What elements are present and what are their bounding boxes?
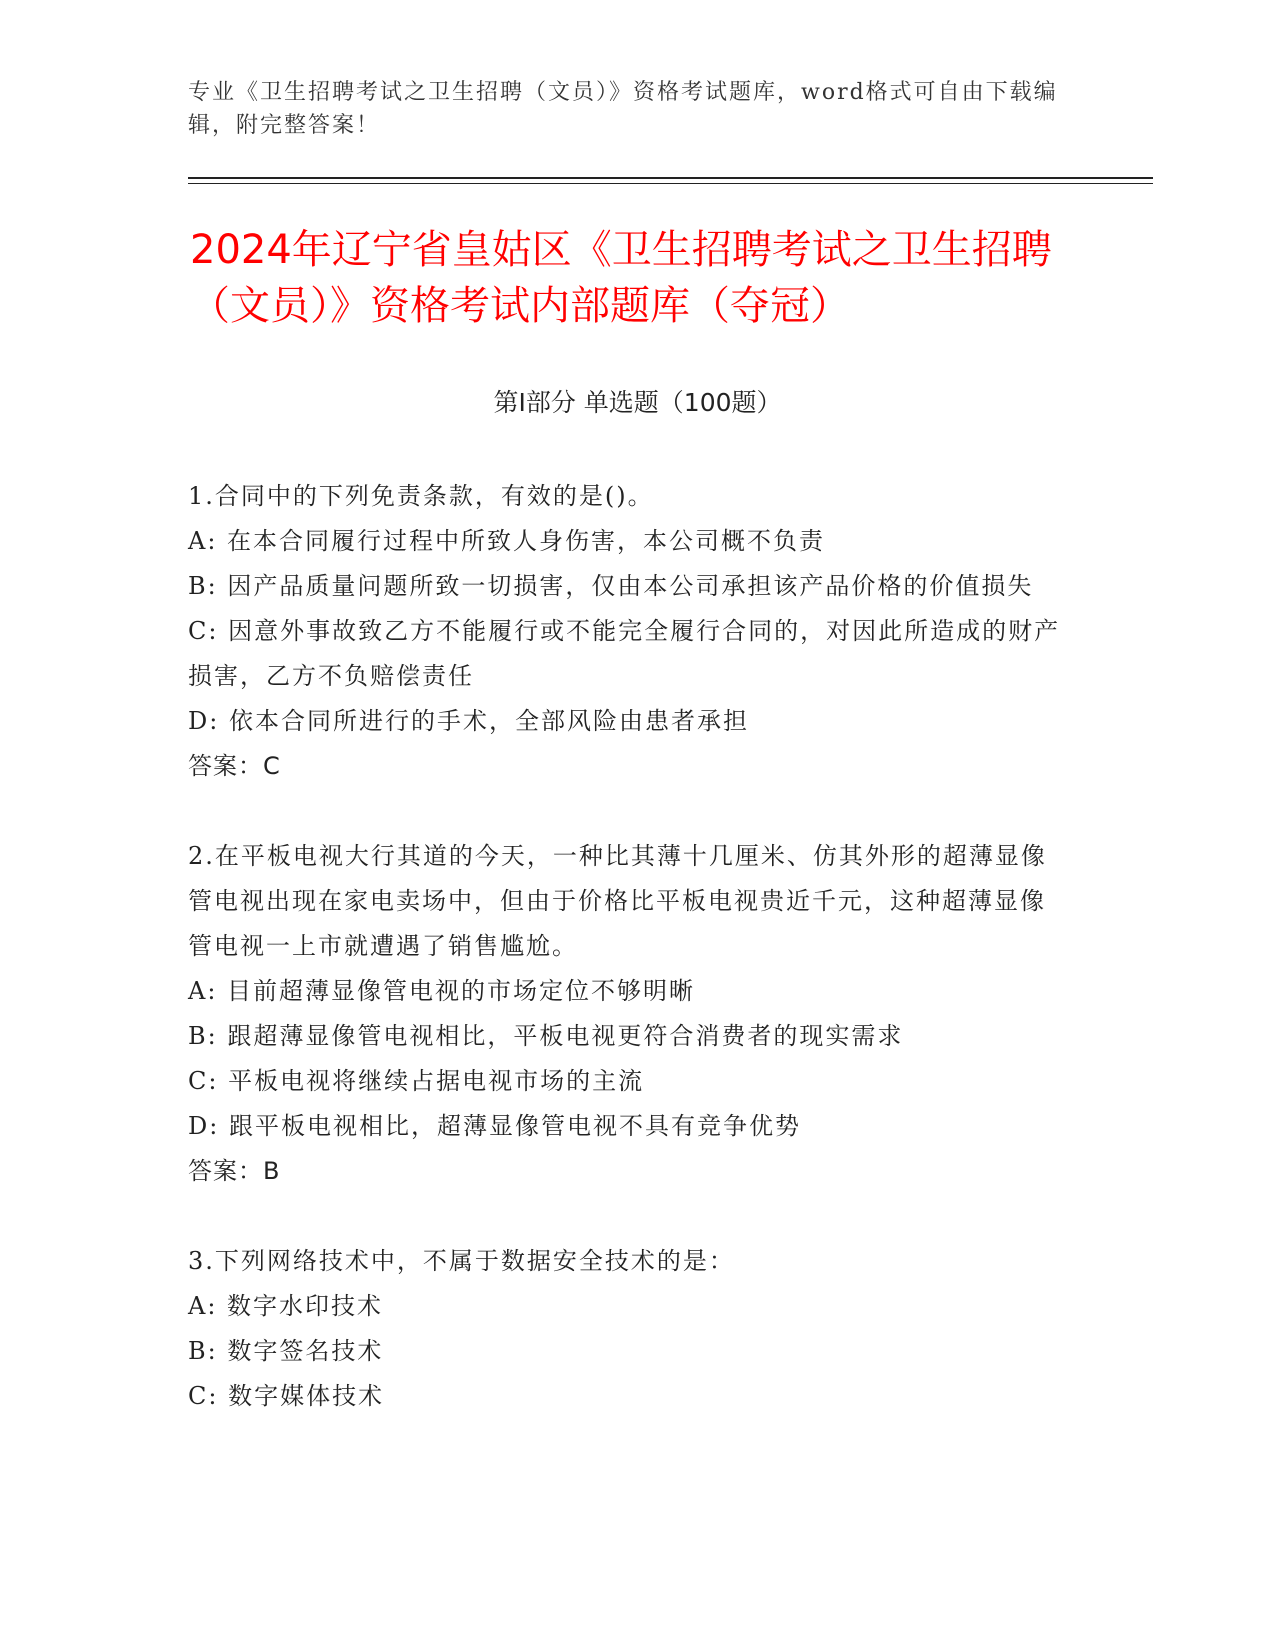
option-a: A: 在本合同履行过程中所致人身伤害，本公司概不负责 — [188, 527, 826, 555]
question-stem: 3.下列网络技术中，不属于数据安全技术的是： — [188, 1247, 735, 1275]
option-d: D: 依本合同所进行的手术，全部风险由患者承担 — [188, 707, 749, 735]
option-a: A: 数字水印技术 — [188, 1292, 384, 1320]
option-d: D: 跟平板电视相比，超薄显像管电视不具有竞争优势 — [188, 1112, 801, 1140]
option-b: B: 因产品质量问题所致一切损害，仅由本公司承担该产品价格的价值损失 — [188, 572, 1034, 600]
option-b: B: 跟超薄显像管电视相比，平板电视更符合消费者的现实需求 — [188, 1022, 904, 1050]
answer-text: 答案：B — [188, 1157, 281, 1185]
question-list — [188, 474, 1068, 1464]
header-divider-thin — [188, 183, 1153, 184]
section-heading: 第I部分 单选题（100题） — [493, 388, 782, 417]
option-a: A: 目前超薄显像管电视的市场定位不够明晰 — [188, 977, 696, 1005]
question-stem: 2.在平板电视大行其道的今天，一种比其薄十几厘米、仿其外形的超薄显像管电视出现在家电卖场中，但由于价格比平板电视贵近千元，这种超薄显像管电视一上市就遭遇了销售尴尬。 — [188, 842, 1047, 960]
option-c: C: 平板电视将继续占据电视市场的主流 — [188, 1067, 645, 1095]
question-2 — [188, 834, 1068, 1194]
document-title: 2024年辽宁省皇姑区《卫生招聘考试之卫生招聘（文员）》资格考试内部题库（夺冠） — [190, 227, 1052, 329]
option-c: C: 数字媒体技术 — [188, 1382, 385, 1410]
option-b: B: 数字签名技术 — [188, 1337, 384, 1365]
answer-text: 答案：C — [188, 752, 281, 780]
question-stem: 1.合同中的下列免责条款，有效的是()。 — [188, 482, 654, 510]
option-c: C: 因意外事故致乙方不能履行或不能完全履行合同的，对因此所造成的财产损害，乙方不负赔偿责任 — [188, 617, 1061, 690]
question-3 — [188, 1239, 1068, 1419]
header-divider-thick — [188, 177, 1153, 179]
question-1 — [188, 474, 1068, 789]
header-note: 专业《卫生招聘考试之卫生招聘（文员）》资格考试题库，word格式可自由下载编辑，附完整答案！ — [188, 80, 1058, 138]
